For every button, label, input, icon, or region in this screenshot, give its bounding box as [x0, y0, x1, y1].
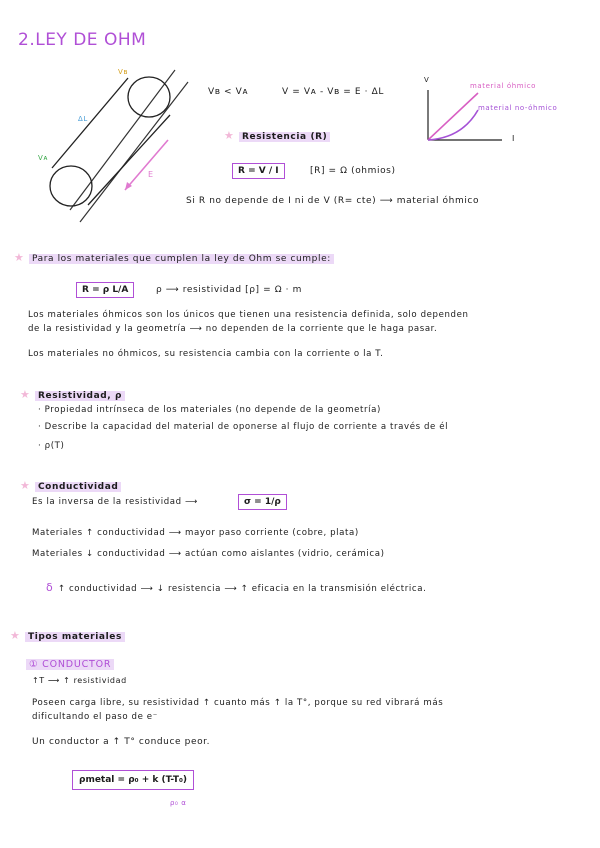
rho-formula-box: R = ρ L/A: [76, 282, 134, 298]
eq-vb-lt-va: Vʙ < Vᴀ: [208, 87, 249, 97]
r-unit: [R] = Ω (ohmios): [310, 166, 396, 176]
label-vb: Vʙ: [118, 68, 129, 76]
sigma-formula-box: σ = 1/ρ: [238, 494, 287, 510]
si-line: Si R no depende de I ni de V (R= cte) ⟶ material óhmico: [186, 196, 480, 206]
page-title: 2.LEY DE OHM: [18, 30, 147, 50]
rho-desc: ρ ⟶ resistividad [ρ] = Ω · m: [156, 285, 302, 295]
cond-line-1: Materiales ↑ conductividad ⟶ mayor paso corriente (cobre, plata): [32, 528, 359, 538]
label-dl: ΔL: [78, 115, 88, 123]
graph-line-nonohmic: [428, 110, 478, 140]
label-va: Vᴀ: [38, 154, 49, 162]
conductor-paragraph-line1: Poseen carga libre, su resistividad ↑ cuanto más ↑ la T°, porque su red vibrará más: [32, 698, 444, 708]
star-icon: ★: [10, 629, 20, 642]
metal-note: ρ₀ α: [170, 799, 187, 807]
resistividad-item-3: · ρ(T): [38, 441, 65, 451]
label-e: E: [148, 170, 154, 179]
conductor-heading: ① CONDUCTOR: [26, 652, 114, 671]
ohmic-paragraph-line1: Los materiales óhmicos son los únicos que tienen una resistencia definida, solo dependen: [28, 310, 469, 320]
cylinder-bottom-edge: [88, 115, 170, 205]
conductividad-heading: ★ Conductividad: [20, 474, 121, 493]
sigma-symbol-icon: δ: [46, 581, 53, 594]
conductor-t-line: ↑T ⟶ ↑ resistividad: [32, 676, 127, 685]
resistividad-item-1: · Propiedad intrínseca de los materiales (no depende de la geometría): [38, 405, 381, 415]
conductividad-intro: Es la inversa de la resistividad ⟶: [32, 497, 198, 507]
cylinder-top-edge: [52, 78, 128, 168]
cond-line-2: Materiales ↓ conductividad ⟶ actúan como aislantes (vidrio, cerámica): [32, 549, 385, 559]
metal-formula-box: ρmetal = ρ₀ + k (T-T₀): [72, 770, 194, 790]
materials-heading: ★ Para los materiales que cumplen la ley de Ohm se cumple:: [14, 246, 334, 265]
conductor-paragraph-line2: dificultando el paso de e⁻: [32, 712, 158, 722]
guide-line-left: [70, 70, 175, 210]
legend-nonohmic: material no-óhmico: [478, 104, 558, 112]
star-icon: ★: [20, 388, 30, 401]
graph-x-label: I: [512, 134, 515, 143]
ohmic-paragraph-line2: de la resistividad y la geometría ⟶ no dependen de la corriente que le haga pasar.: [28, 324, 438, 334]
r-formula-box: R = V / I: [232, 163, 285, 179]
star-icon: ★: [14, 251, 24, 264]
nonohmic-paragraph: Los materiales no óhmicos, su resistencia cambia con la corriente o la T.: [28, 349, 384, 359]
cond-line-3: δ ↑ conductividad ⟶ ↓ resistencia ⟶ ↑ eficacia en la transmisión eléctrica.: [46, 581, 427, 594]
star-icon: ★: [20, 479, 30, 492]
graph-line-ohmic: [428, 93, 478, 140]
resistividad-heading: ★ Resistividad, ρ: [20, 383, 125, 402]
e-field-arrow: [125, 140, 168, 190]
resistencia-heading: ★ Resistencia (R): [224, 124, 330, 143]
tipos-heading: ★ Tipos materiales: [10, 624, 125, 643]
legend-ohmic: material óhmico: [470, 82, 537, 90]
cylinder-end-near: [50, 166, 92, 206]
eq-voltage: V = Vᴀ - Vʙ = E · ΔL: [282, 87, 384, 97]
conductor-paragraph-line3: Un conductor a ↑ T° conduce peor.: [32, 737, 211, 747]
cylinder-end-far: [128, 77, 170, 117]
graph-y-label: V: [424, 76, 430, 84]
guide-line-right: [80, 82, 188, 222]
resistividad-item-2: · Describe la capacidad del material de oponerse al flujo de corriente a través de él: [38, 422, 449, 432]
star-icon: ★: [224, 129, 234, 142]
